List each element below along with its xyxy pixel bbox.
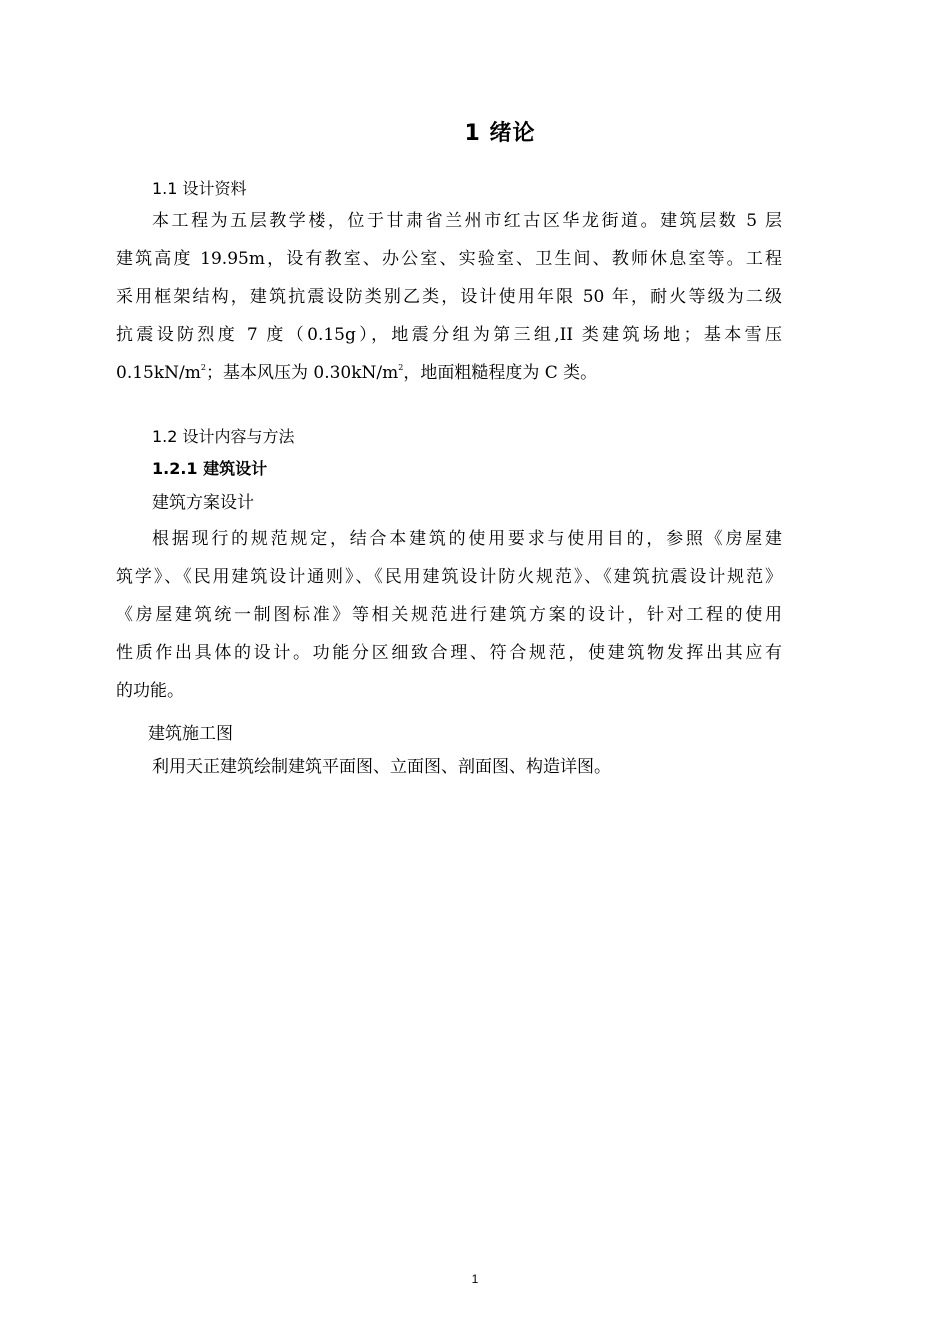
superscript: 2 [398,363,404,372]
paragraph-line: 本工程为五层教学楼，位于甘肃省兰州市红古区华龙街道。建筑层数 5 层 [152,211,782,231]
paragraph-line: 采用框架结构，建筑抗震设防类别乙类，设计使用年限 50 年，耐火等级为二级 [116,287,782,307]
paragraph-line: 性质作出具体的设计。功能分区细致合理、符合规范，使建筑物发挥出其应有 [116,643,782,663]
paragraph-design-data [116,202,782,392]
paragraph-line: 的功能。 [116,681,184,701]
subheading-construction-drawings: 建筑施工图 [148,724,233,744]
paragraph-construction-drawings: 利用天正建筑绘制建筑平面图、立面图、剖面图、构造详图。 [152,757,611,777]
section-heading-1-2-1: 1.2.1 建筑设计 [152,459,268,478]
paragraph-line-loads [116,354,782,392]
page-number: 1 [471,1272,479,1286]
snow-load-text: 0.15kN/m [116,363,201,383]
wind-load-text: ；基本风压为 0.30kN/m [205,363,399,383]
paragraph-line: 抗震设防烈度 7 度（0.15g），地震分组为第三组,II 类建筑场地；基本雪压 [116,325,782,345]
paragraph-line: 《房屋建筑统一制图标准》等相关规范进行建筑方案的设计，针对工程的使用 [116,605,782,625]
section-heading-1-1: 1.1 设计资料 [152,179,247,198]
roughness-text: ，地面粗糙程度为 C 类。 [403,363,598,383]
paragraph-scheme-design [116,520,782,710]
paragraph-line: 建筑高度 19.95m，设有教室、办公室、实验室、卫生间、教师休息室等。工程 [116,249,782,269]
subheading-scheme-design: 建筑方案设计 [152,493,254,513]
paragraph-line: 筑学》、《民用建筑设计通则》、《民用建筑设计防火规范》、《建筑抗震设计规范》 [116,567,782,587]
chapter-title: 1 绪论 [464,121,536,146]
superscript: 2 [200,363,206,372]
section-heading-1-2: 1.2 设计内容与方法 [152,427,295,446]
paragraph-line: 根据现行的规范规定，结合本建筑的使用要求与使用目的，参照《房屋建 [152,529,782,549]
